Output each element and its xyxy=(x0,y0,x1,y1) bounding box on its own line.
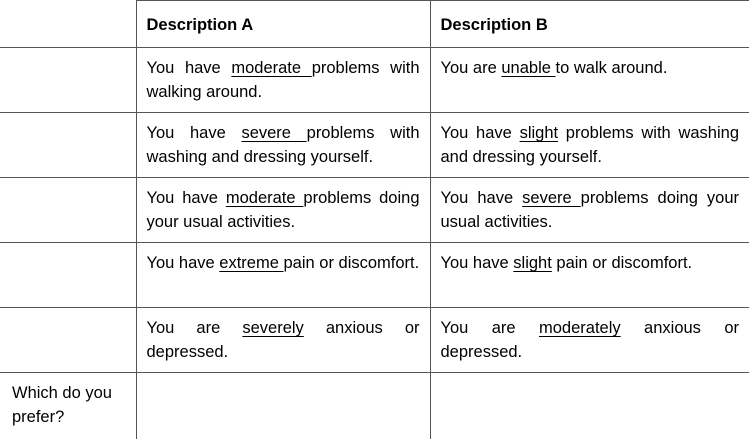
text-pre: You are xyxy=(147,319,243,337)
text-post: pain or discomfort. xyxy=(283,254,419,272)
text-post: problems with washing and dressing yourself. xyxy=(441,124,740,166)
severity-level: slight xyxy=(513,254,552,272)
row-label-empty xyxy=(0,48,136,113)
text-post: to walk around. xyxy=(556,59,668,77)
text-pre: You have xyxy=(441,254,514,272)
header-row xyxy=(0,1,749,48)
preference-row xyxy=(0,373,749,439)
self-care-row xyxy=(0,113,749,178)
pain-discomfort-description-a xyxy=(136,243,430,308)
mobility-description-a xyxy=(136,48,430,113)
severity-level: moderate xyxy=(226,189,304,207)
anxiety-depression-row xyxy=(0,308,749,373)
text-post: problems with walking around. xyxy=(147,59,420,101)
mobility-row xyxy=(0,48,749,113)
text-pre: You have xyxy=(441,124,520,142)
text-pre: You have xyxy=(147,59,232,77)
severity-level: severe xyxy=(241,124,306,142)
severity-level: severely xyxy=(242,319,303,337)
text-post: anxious or depressed. xyxy=(147,319,420,361)
text-pre: You are xyxy=(441,319,540,337)
mobility-description-b xyxy=(430,48,749,113)
severity-level: unable xyxy=(501,59,555,77)
row-label-empty xyxy=(0,178,136,243)
description-a-header: Description A xyxy=(136,1,430,48)
pain-discomfort-description-b xyxy=(430,243,749,308)
severity-level: moderate xyxy=(231,59,311,77)
text-post: problems with washing and dressing yourself. xyxy=(147,124,420,166)
text-pre: You have xyxy=(441,189,523,207)
row-label-empty xyxy=(0,243,136,308)
prefer-b-cell[interactable] xyxy=(430,373,749,439)
self-care-description-b xyxy=(430,113,749,178)
text-pre: You have xyxy=(147,254,220,272)
severity-level: slight xyxy=(520,124,559,142)
prefer-a-cell[interactable] xyxy=(136,373,430,439)
text-pre: You are xyxy=(441,59,502,77)
text-pre: You have xyxy=(147,124,242,142)
severity-level: extreme xyxy=(219,254,283,272)
text-post: pain or discomfort. xyxy=(552,254,692,272)
pain-discomfort-row xyxy=(0,243,749,308)
usual-activities-description-b xyxy=(430,178,749,243)
anxiety-depression-description-a xyxy=(136,308,430,373)
text-pre: You have xyxy=(147,189,226,207)
usual-activities-description-a xyxy=(136,178,430,243)
text-post: problems doing your usual activities. xyxy=(441,189,740,231)
preference-question: Which do you prefer? xyxy=(0,373,136,439)
corner-cell xyxy=(0,1,136,48)
text-post: problems doing your usual activities. xyxy=(147,189,420,231)
severity-level: moderately xyxy=(539,319,621,337)
description-b-header: Description B xyxy=(430,1,749,48)
self-care-description-a xyxy=(136,113,430,178)
row-label-empty xyxy=(0,308,136,373)
text-post: anxious or depressed. xyxy=(441,319,740,361)
anxiety-depression-description-b xyxy=(430,308,749,373)
usual-activities-row xyxy=(0,178,749,243)
row-label-empty xyxy=(0,113,136,178)
severity-level: severe xyxy=(522,189,581,207)
